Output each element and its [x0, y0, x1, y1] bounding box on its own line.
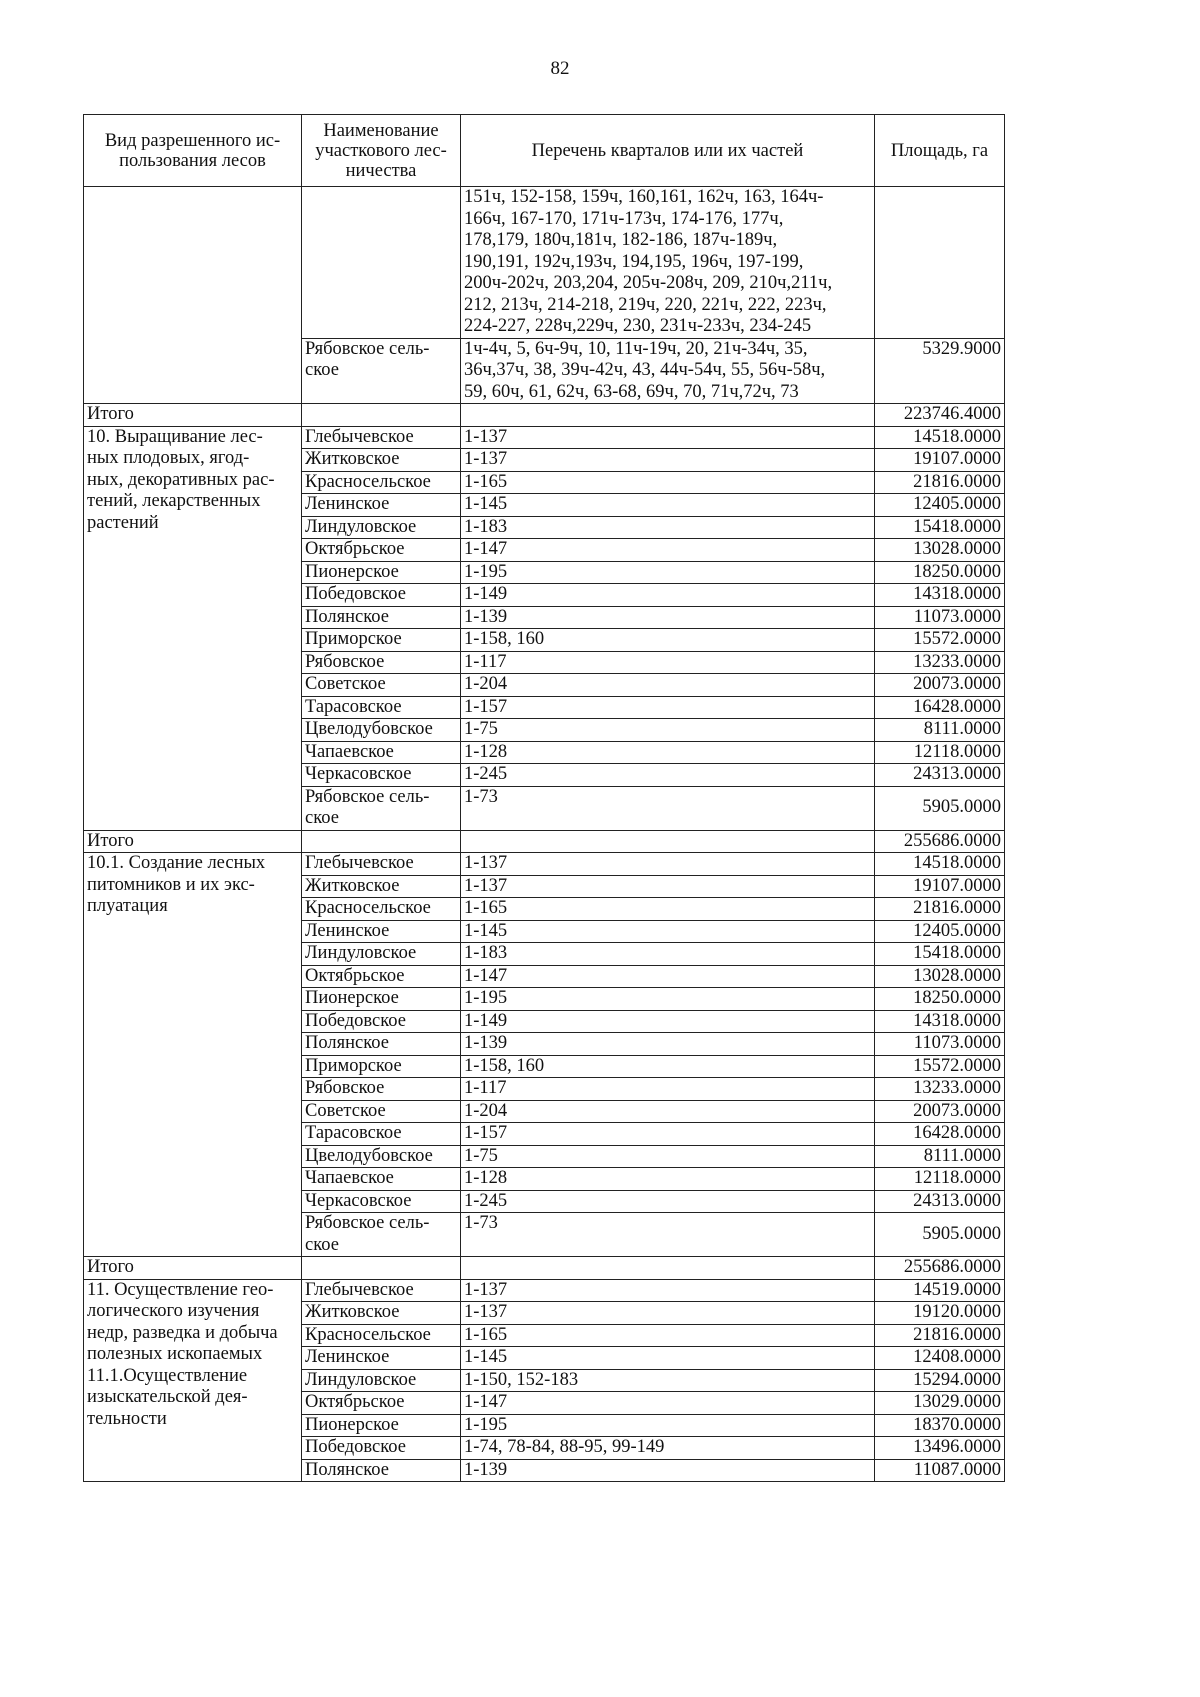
area-cell: 24313.0000 — [875, 764, 1005, 787]
quarters-cell: 1-245 — [461, 764, 875, 787]
forestry-cell: Линдуловское — [302, 1369, 461, 1392]
quarters-cell: 1-145 — [461, 494, 875, 517]
use-type-line: ных плодовых, ягод- — [87, 448, 250, 468]
quarters-line: 200ч-202ч, 203,204, 205ч-208ч, 209, 210ч,211ч, — [464, 273, 833, 293]
quarters-cell: 1-137 — [461, 875, 875, 898]
quarters-line: 190,191, 192ч,193ч, 194,195, 196ч, 197-199, — [464, 251, 804, 272]
area-cell: 13028.0000 — [875, 539, 1005, 562]
total-label: Итого — [84, 404, 302, 427]
forestry-cell: Линдуловское — [302, 516, 461, 539]
area-cell: 15418.0000 — [875, 516, 1005, 539]
forestry-cell: Рябовское — [302, 651, 461, 674]
quarters-cell-continued — [461, 187, 875, 339]
forestry-cell: Ленинское — [302, 1347, 461, 1370]
quarters-cell: 1-158, 160 — [461, 1055, 875, 1078]
use-type-line: 10. Выращивание лес- — [87, 426, 263, 447]
area-cell: 13029.0000 — [875, 1392, 1005, 1415]
area-cell: 14519.0000 — [875, 1279, 1005, 1302]
area-cell: 13496.0000 — [875, 1437, 1005, 1460]
forestry-cell: Октябрьское — [302, 965, 461, 988]
forestry-cell: Красносельское — [302, 1324, 461, 1347]
forest-use-table — [83, 114, 1005, 1482]
forestry-cell: Советское — [302, 674, 461, 697]
use-type-line: 11. Осуществление гео- — [87, 1279, 274, 1300]
use-type-line: 10.1. Создание лесных — [87, 853, 266, 873]
quarters-cell: 1-73 — [461, 1213, 875, 1257]
forestry-line: Рябовское сель- — [305, 338, 430, 359]
forestry-cell: Ленинское — [302, 920, 461, 943]
forestry-cell: Чапаевское — [302, 1168, 461, 1191]
quarters-cell — [461, 338, 875, 404]
forestry-cell: Полянское — [302, 1033, 461, 1056]
total-empty-cell — [302, 404, 461, 427]
quarters-cell: 1-117 — [461, 651, 875, 674]
quarters-cell: 1-147 — [461, 539, 875, 562]
forestry-cell: Пионерское — [302, 988, 461, 1011]
page-number: 82 — [550, 58, 570, 79]
area-cell: 13233.0000 — [875, 1078, 1005, 1101]
area-cell: 21816.0000 — [875, 898, 1005, 921]
forestry-cell: Полянское — [302, 1459, 461, 1482]
area-cell: 14518.0000 — [875, 853, 1005, 876]
quarters-cell: 1-245 — [461, 1190, 875, 1213]
forestry-cell — [302, 1213, 461, 1257]
use-type-line: питомников и их экс- — [87, 874, 255, 895]
area-cell: 15418.0000 — [875, 943, 1005, 966]
quarters-cell: 1-137 — [461, 1279, 875, 1302]
forestry-line: Рябовское сель- — [305, 786, 430, 807]
quarters-cell: 1-149 — [461, 584, 875, 607]
quarters-cell: 1-157 — [461, 696, 875, 719]
quarters-cell: 1-149 — [461, 1010, 875, 1033]
quarters-cell: 1-128 — [461, 1168, 875, 1191]
area-cell: 24313.0000 — [875, 1190, 1005, 1213]
area-cell: 16428.0000 — [875, 696, 1005, 719]
forestry-cell: Житковское — [302, 449, 461, 472]
header-quarters: Перечень кварталов или их частей — [461, 115, 875, 187]
quarters-cell: 1-139 — [461, 606, 875, 629]
forestry-line: ское — [305, 360, 339, 380]
area-cell: 15572.0000 — [875, 1055, 1005, 1078]
forestry-cell: Рябовское — [302, 1078, 461, 1101]
quarters-cell: 1-139 — [461, 1033, 875, 1056]
total-row — [84, 830, 1005, 853]
total-empty-cell — [461, 1257, 875, 1280]
area-cell: 5905.0000 — [875, 1213, 1005, 1257]
area-cell: 15572.0000 — [875, 629, 1005, 652]
quarters-cell: 1-73 — [461, 786, 875, 830]
area-cell: 21816.0000 — [875, 471, 1005, 494]
forestry-cell: Пионерское — [302, 561, 461, 584]
table-row-continuation — [84, 187, 1005, 339]
quarters-cell: 1-75 — [461, 719, 875, 742]
total-area: 255686.0000 — [875, 830, 1005, 853]
area-cell: 11073.0000 — [875, 606, 1005, 629]
quarters-cell: 1-137 — [461, 853, 875, 876]
total-area: 255686.0000 — [875, 1257, 1005, 1280]
quarters-line: 36ч,37ч, 38, 39ч-42ч, 43, 44ч-54ч, 55, 56ч-58ч, — [464, 360, 826, 380]
use-type-line: полезных ископаемых — [87, 1344, 263, 1364]
quarters-cell: 1-157 — [461, 1123, 875, 1146]
area-cell: 18250.0000 — [875, 988, 1005, 1011]
use-type-line: логического изучения — [87, 1301, 260, 1321]
area-cell: 16428.0000 — [875, 1123, 1005, 1146]
forestry-cell: Победовское — [302, 1437, 461, 1460]
forestry-cell: Житковское — [302, 1302, 461, 1325]
use-type-line: недр, разведка и добыча — [87, 1322, 278, 1343]
area-cell: 14318.0000 — [875, 1010, 1005, 1033]
forestry-cell: Черкасовское — [302, 1190, 461, 1213]
area-cell: 21816.0000 — [875, 1324, 1005, 1347]
forestry-cell: Тарасовское — [302, 696, 461, 719]
forestry-cell: Глебычевское — [302, 1279, 461, 1302]
forestry-cell: Победовское — [302, 584, 461, 607]
area-cell: 12408.0000 — [875, 1347, 1005, 1370]
quarters-cell: 1-145 — [461, 1347, 875, 1370]
area-cell: 12118.0000 — [875, 741, 1005, 764]
area-cell: 18250.0000 — [875, 561, 1005, 584]
quarters-line: 224-227, 228ч,229ч, 230, 231ч-233ч, 234-245 — [464, 316, 812, 336]
forestry-cell-continued — [302, 187, 461, 339]
forestry-cell: Приморское — [302, 1055, 461, 1078]
quarters-cell: 1-195 — [461, 561, 875, 584]
quarters-cell: 1-158, 160 — [461, 629, 875, 652]
forestry-cell: Красносельское — [302, 471, 461, 494]
forestry-cell: Октябрьское — [302, 539, 461, 562]
forestry-cell: Линдуловское — [302, 943, 461, 966]
forestry-cell: Чапаевское — [302, 741, 461, 764]
forestry-cell: Цвелодубовское — [302, 1145, 461, 1168]
total-empty-cell — [461, 404, 875, 427]
area-cell: 5905.0000 — [875, 786, 1005, 830]
area-cell: 12405.0000 — [875, 920, 1005, 943]
use-type-line: растений — [87, 512, 159, 533]
area-cell: 20073.0000 — [875, 674, 1005, 697]
area-cell: 13028.0000 — [875, 965, 1005, 988]
forestry-line: ское — [305, 808, 339, 828]
quarters-cell: 1-147 — [461, 1392, 875, 1415]
quarters-cell: 1-137 — [461, 1302, 875, 1325]
quarters-line: 178,179, 180ч,181ч, 182-186, 187ч-189ч, — [464, 230, 778, 250]
quarters-cell: 1-145 — [461, 920, 875, 943]
table-row — [84, 426, 1005, 449]
use-type-line: тельности — [87, 1408, 167, 1429]
total-row — [84, 1257, 1005, 1280]
total-label: Итого — [84, 1257, 302, 1280]
use-type-line: ных, декоративных рас- — [87, 469, 275, 490]
use-type-line: тений, лекарственных — [87, 491, 261, 511]
quarters-cell: 1-204 — [461, 674, 875, 697]
header-area: Площадь, га — [875, 115, 1005, 187]
total-empty-cell — [461, 830, 875, 853]
use-type-cell — [84, 853, 302, 1257]
quarters-cell: 1-137 — [461, 426, 875, 449]
forestry-cell: Приморское — [302, 629, 461, 652]
total-empty-cell — [302, 830, 461, 853]
quarters-cell: 1-150, 152-183 — [461, 1369, 875, 1392]
table-row — [84, 853, 1005, 876]
area-cell: 13233.0000 — [875, 651, 1005, 674]
table-row — [84, 1279, 1005, 1302]
quarters-cell: 1-183 — [461, 516, 875, 539]
area-cell: 19107.0000 — [875, 449, 1005, 472]
forestry-cell: Советское — [302, 1100, 461, 1123]
quarters-cell: 1-195 — [461, 1414, 875, 1437]
forestry-cell: Житковское — [302, 875, 461, 898]
use-type-cell — [84, 1279, 302, 1482]
quarters-cell: 1-147 — [461, 965, 875, 988]
forestry-cell — [302, 338, 461, 404]
area-cell: 20073.0000 — [875, 1100, 1005, 1123]
use-type-line: 11.1.Осуществление — [87, 1365, 248, 1386]
forestry-line: Рябовское сель- — [305, 1213, 430, 1233]
header-use-type: Вид разрешенного ис-пользования лесов — [84, 115, 302, 187]
quarters-cell: 1-74, 78-84, 88-95, 99-149 — [461, 1437, 875, 1460]
forestry-cell: Красносельское — [302, 898, 461, 921]
total-empty-cell — [302, 1257, 461, 1280]
quarters-cell: 1-139 — [461, 1459, 875, 1482]
forestry-cell: Цвелодубовское — [302, 719, 461, 742]
quarters-cell: 1-165 — [461, 898, 875, 921]
forestry-cell: Черкасовское — [302, 764, 461, 787]
quarters-cell: 1-183 — [461, 943, 875, 966]
forestry-cell: Победовское — [302, 1010, 461, 1033]
forestry-cell: Ленинское — [302, 494, 461, 517]
area-cell: 8111.0000 — [875, 1145, 1005, 1168]
quarters-line: 166ч, 167-170, 171ч-173ч, 174-176, 177ч, — [464, 208, 784, 229]
area-cell: 5329.9000 — [875, 338, 1005, 404]
forestry-cell: Глебычевское — [302, 853, 461, 876]
forestry-cell — [302, 786, 461, 830]
area-cell: 19107.0000 — [875, 875, 1005, 898]
quarters-line: 59, 60ч, 61, 62ч, 63-68, 69ч, 70, 71ч,72ч, 73 — [464, 381, 799, 402]
total-row — [84, 404, 1005, 427]
table-header-row — [84, 115, 1005, 187]
use-type-line: изыскательской дея- — [87, 1387, 248, 1407]
forestry-cell: Октябрьское — [302, 1392, 461, 1415]
area-cell: 11073.0000 — [875, 1033, 1005, 1056]
forestry-cell: Пионерское — [302, 1414, 461, 1437]
quarters-cell: 1-204 — [461, 1100, 875, 1123]
area-cell: 12405.0000 — [875, 494, 1005, 517]
area-cell: 14318.0000 — [875, 584, 1005, 607]
area-cell: 11087.0000 — [875, 1459, 1005, 1482]
use-type-cell-continued — [84, 187, 302, 404]
quarters-cell: 1-137 — [461, 449, 875, 472]
area-cell: 15294.0000 — [875, 1369, 1005, 1392]
total-label: Итого — [84, 830, 302, 853]
area-cell-continued — [875, 187, 1005, 339]
quarters-cell: 1-195 — [461, 988, 875, 1011]
forestry-cell: Глебычевское — [302, 426, 461, 449]
header-forestry: Наименование участкового лес-ничества — [302, 115, 461, 187]
use-type-cell — [84, 426, 302, 830]
total-area: 223746.4000 — [875, 404, 1005, 427]
quarters-cell: 1-128 — [461, 741, 875, 764]
area-cell: 14518.0000 — [875, 426, 1005, 449]
quarters-line: 151ч, 152-158, 159ч, 160,161, 162ч, 163, 164ч- — [464, 187, 824, 207]
quarters-cell: 1-75 — [461, 1145, 875, 1168]
forestry-cell: Полянское — [302, 606, 461, 629]
area-cell: 18370.0000 — [875, 1414, 1005, 1437]
forestry-line: ское — [305, 1234, 339, 1255]
forestry-cell: Тарасовское — [302, 1123, 461, 1146]
quarters-cell: 1-165 — [461, 471, 875, 494]
use-type-line: плуатация — [87, 896, 168, 916]
quarters-cell: 1-165 — [461, 1324, 875, 1347]
area-cell: 8111.0000 — [875, 719, 1005, 742]
quarters-cell: 1-117 — [461, 1078, 875, 1101]
area-cell: 12118.0000 — [875, 1168, 1005, 1191]
area-cell: 19120.0000 — [875, 1302, 1005, 1325]
quarters-line: 212, 213ч, 214-218, 219ч, 220, 221ч, 222, 223ч, — [464, 294, 827, 315]
quarters-line: 1ч-4ч, 5, 6ч-9ч, 10, 11ч-19ч, 20, 21ч-34ч, 35, — [464, 338, 808, 359]
